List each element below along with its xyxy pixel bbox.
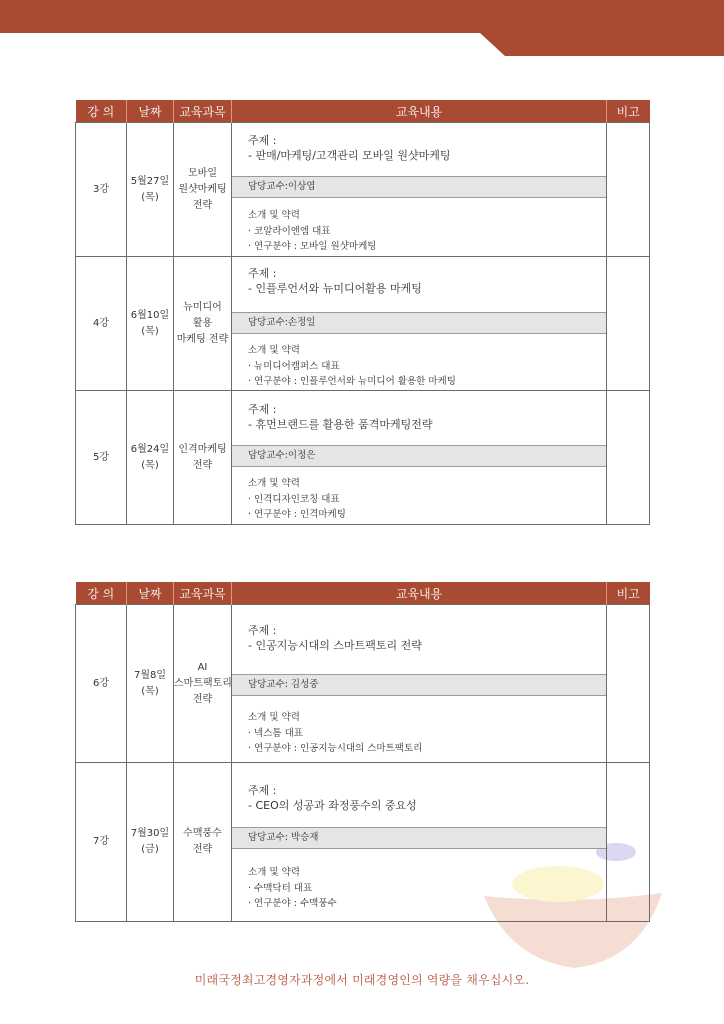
schedule-table-2 <box>75 582 650 922</box>
header-remark: 비고 <box>607 100 650 123</box>
header-content: 교육내용 <box>232 100 607 123</box>
course-name: 뉴미디어 활용 마케팅 전략 <box>174 257 232 391</box>
course-content <box>232 257 607 391</box>
header-content: 교육내용 <box>232 582 607 605</box>
remark-cell <box>607 763 650 922</box>
lecture-number: 3강 <box>76 123 127 257</box>
course-content <box>232 123 607 257</box>
topic: 주제 : - 인플루언서와 뉴미디어활용 마케팅 <box>248 267 422 295</box>
table-header-row <box>76 100 650 123</box>
lecture-date: 7월30일 (금) <box>127 763 174 922</box>
header-course: 교육과목 <box>174 100 232 123</box>
lecture-number: 4강 <box>76 257 127 391</box>
footer-slogan: 미래국정최고경영자과정에서 미래경영인의 역량을 채우십시오. <box>194 973 530 987</box>
table-row <box>76 391 650 525</box>
professor: 담당교수: 박승재 <box>232 827 606 849</box>
course-content <box>232 763 607 922</box>
topic: 주제 : - CEO의 성공과 좌정풍수의 중요성 <box>248 784 417 812</box>
lecture-date: 6월10일 (목) <box>127 257 174 391</box>
course-name: 인격마케팅 전략 <box>174 391 232 525</box>
lecture-date: 5월27일 (목) <box>127 123 174 257</box>
schedule-table-1 <box>75 100 650 525</box>
lecture-number: 5강 <box>76 391 127 525</box>
course-content <box>232 605 607 763</box>
lecture-number: 7강 <box>76 763 127 922</box>
topic: 주제 : - 판매/마케팅/고객관리 모바일 원샷마케팅 <box>248 134 451 162</box>
table-row <box>76 257 650 391</box>
table-row <box>76 123 650 257</box>
header-lecture: 강 의 <box>76 100 127 123</box>
course-name: 모바일 원샷마케팅 전략 <box>174 123 232 257</box>
topic: 주제 : - 휴먼브랜드를 활용한 품격마케팅전략 <box>248 402 433 431</box>
lecture-date: 6월24일 (목) <box>127 391 174 525</box>
header-date: 날짜 <box>127 100 174 123</box>
course-name: AI 스마트팩토리 전략 <box>174 605 232 763</box>
table-header-row <box>76 582 650 605</box>
professor-intro: 소개 및 약력 · 넥스톰 대표 · 연구분야 : 인공지능시대의 스마트팩토리 <box>248 712 423 754</box>
remark-cell <box>607 391 650 525</box>
header-date: 날짜 <box>127 582 174 605</box>
topic: 주제 : - 인공지능시대의 스마트팩토리 전략 <box>248 624 422 652</box>
professor: 담당교수:이정은 <box>232 445 606 467</box>
header-remark: 비고 <box>607 582 650 605</box>
table-row <box>76 763 650 922</box>
professor-intro: 소개 및 약력 · 수맥닥터 대표 · 연구분야 : 수맥풍수 <box>248 867 337 909</box>
table-row <box>76 605 650 763</box>
header-banner <box>0 0 724 56</box>
header-lecture: 강 의 <box>76 582 127 605</box>
professor-intro: 소개 및 약력 · 인격디자인코칭 대표 · 연구분야 : 인격마케팅 <box>248 477 346 520</box>
professor: 담당교수: 김성중 <box>232 674 606 696</box>
professor: 담당교수:손정일 <box>232 312 606 334</box>
lecture-date: 7월8일 (목) <box>127 605 174 763</box>
professor: 담당교수:이상엽 <box>232 176 606 198</box>
professor-intro: 소개 및 약력 · 코알라이엔엠 대표 · 연구분야 : 모바일 원샷마케팅 <box>248 210 377 252</box>
remark-cell <box>607 257 650 391</box>
course-content <box>232 391 607 525</box>
professor-intro: 소개 및 약력 · 뉴미디어캠퍼스 대표 · 연구분야 : 인플루언서와 뉴미디어 활용한 마케팅 <box>248 345 456 387</box>
header-course: 교육과목 <box>174 582 232 605</box>
lecture-number: 6강 <box>76 605 127 763</box>
remark-cell <box>607 605 650 763</box>
remark-cell <box>607 123 650 257</box>
course-name: 수맥풍수 전략 <box>174 763 232 922</box>
